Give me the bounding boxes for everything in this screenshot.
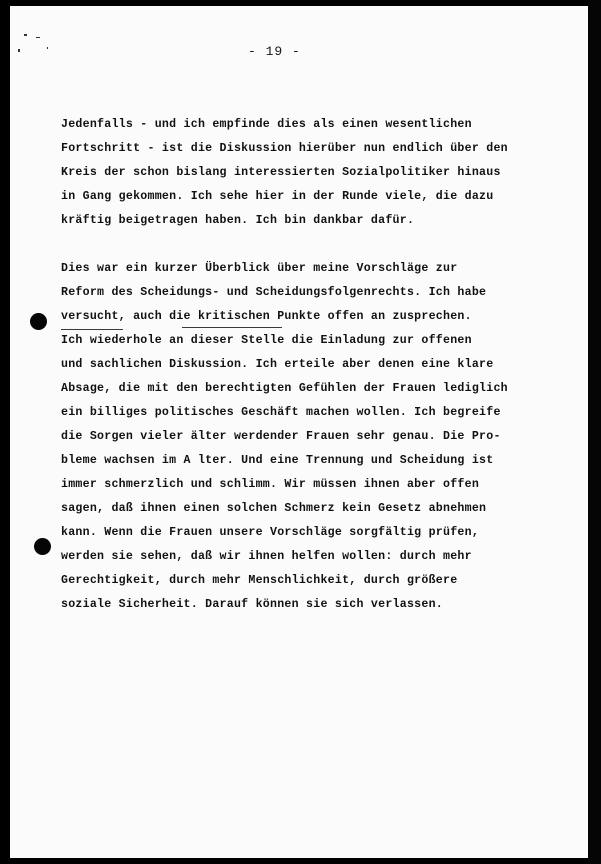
- paragraph-1-line-5: kräftig beigetragen haben. Ich bin dankbar dafür.: [61, 214, 415, 227]
- scan-speck: [36, 37, 40, 38]
- scan-border: [588, 0, 601, 864]
- paragraph-1-line-3: Kreis der schon bislang interessierten Sozialpolitiker hinaus: [61, 166, 501, 179]
- punch-hole: [30, 313, 47, 330]
- paragraph-2-line-2: Reform des Scheidungs- und Scheidungsfolgenrechts. Ich habe: [61, 286, 487, 299]
- paragraph-2-line-8: die Sorgen vieler älter werdender Frauen sehr genau. Die Pro-: [61, 430, 501, 443]
- paragraph-1-line-4: in Gang gekommen. Ich sehe hier in der Runde viele, die dazu: [61, 190, 494, 203]
- paragraph-2-line-13: werden sie sehen, daß wir ihnen helfen wollen: durch mehr: [61, 550, 472, 563]
- paragraph-2-line-5: und sachlichen Diskussion. Ich erteile aber denen eine klare: [61, 358, 494, 371]
- paragraph-2-line-14: Gerechtigkeit, durch mehr Menschlichkeit, durch größere: [61, 574, 458, 587]
- paragraph-1-line-1: Jedenfalls - und ich empfinde dies als einen wesentlichen: [61, 118, 472, 131]
- paragraph-2-line-11: sagen, daß ihnen einen solchen Schmerz kein Gesetz abnehmen: [61, 502, 487, 515]
- scan-speck: [18, 49, 20, 52]
- paragraph-2-line-1: Dies war ein kurzer Überblick über meine Vorschläge zur: [61, 262, 458, 275]
- paragraph-2-line-6: Absage, die mit den berechtigten Gefühlen der Frauen lediglich: [61, 382, 508, 395]
- paragraph-1-line-2: Fortschritt - ist die Diskussion hierüber nun endlich über den: [61, 142, 508, 155]
- underline-stroke: [182, 327, 282, 328]
- paragraph-2-line-10: immer schmerzlich und schlimm. Wir müssen ihnen aber offen: [61, 478, 480, 491]
- underline-stroke: [61, 329, 123, 330]
- scan-speck: [47, 47, 48, 49]
- paragraph-2-line-15: soziale Sicherheit. Darauf können sie sich verlassen.: [61, 598, 443, 611]
- paragraph-2-line-9: bleme wachsen im A lter. Und eine Trennung und Scheidung ist: [61, 454, 494, 467]
- scan-speck: [24, 34, 27, 36]
- punch-hole: [34, 538, 51, 555]
- page-number: - 19 -: [248, 44, 301, 59]
- paragraph-2-line-4: Ich wiederhole an dieser Stelle die Einladung zur offenen: [61, 334, 472, 347]
- paragraph-2-line-3: versucht, auch die kritischen Punkte offen an zusprechen.: [61, 310, 472, 323]
- paragraph-2-line-12: kann. Wenn die Frauen unsere Vorschläge sorgfältig prüfen,: [61, 526, 480, 539]
- paragraph-2-line-7: ein billiges politisches Geschäft machen wollen. Ich begreife: [61, 406, 501, 419]
